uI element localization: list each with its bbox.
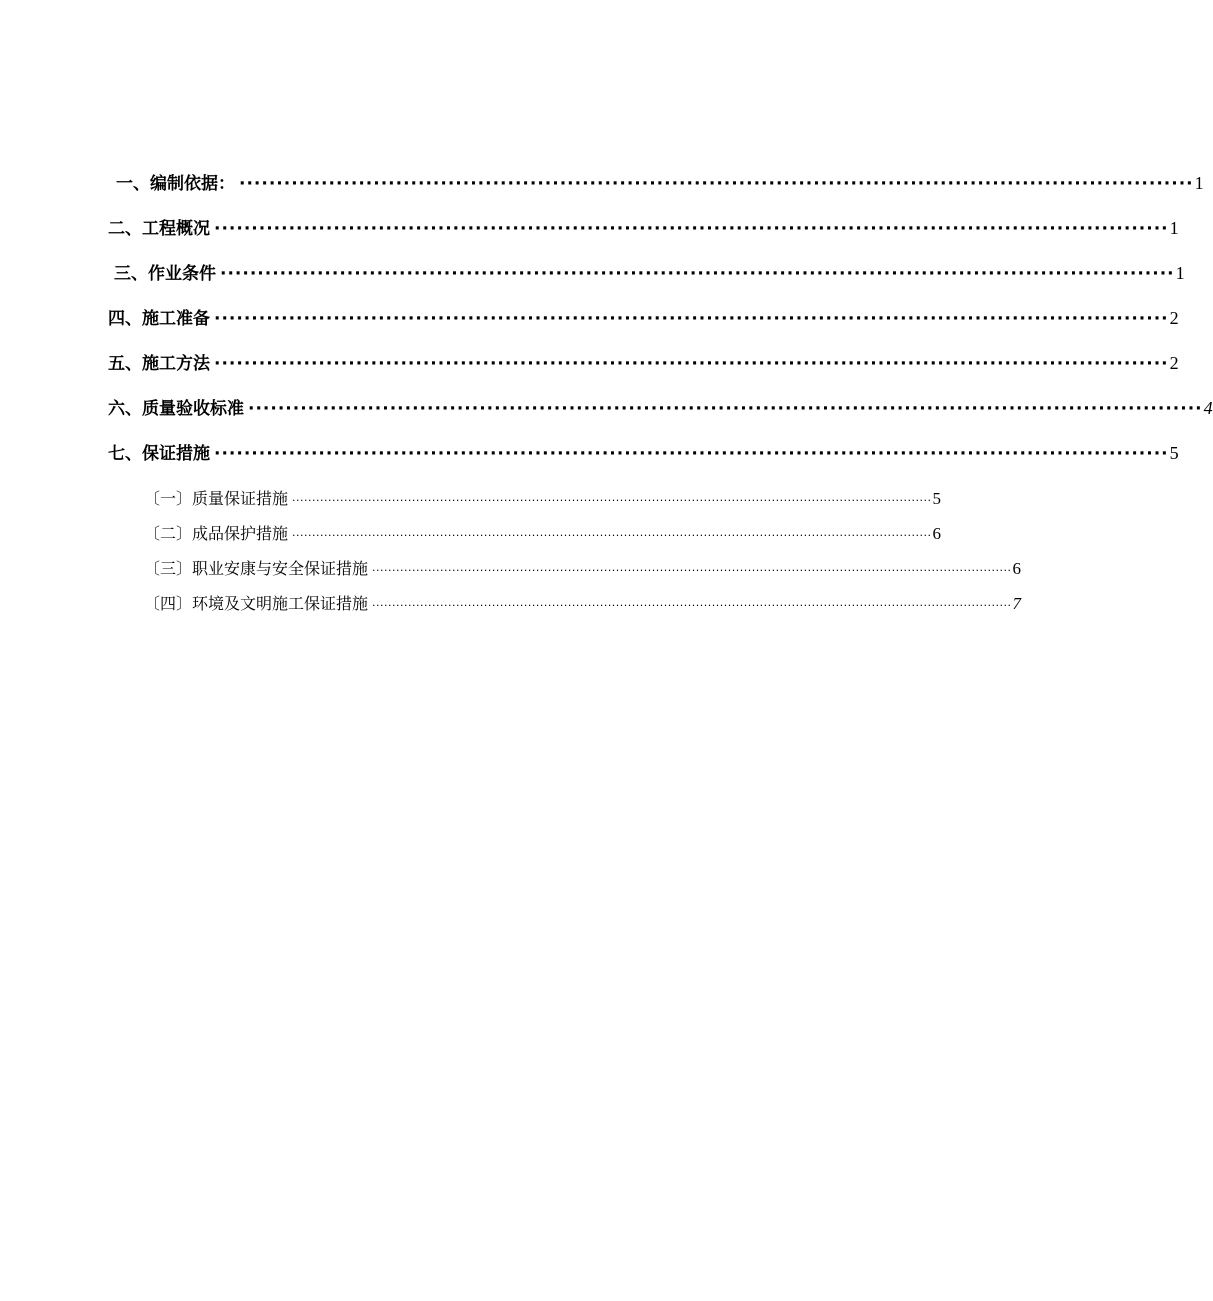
toc-entry-label: 一、编制依据： — [116, 174, 235, 194]
toc-entry-label: 六、质量验收标准 — [108, 399, 244, 419]
dot-leader: ································································································································································ — [292, 494, 932, 507]
toc-page-number: 6 — [932, 524, 941, 543]
toc-entry-5[interactable] — [108, 349, 1179, 374]
toc-entry-2[interactable] — [108, 214, 1179, 239]
dot-leader: ································································································································ — [220, 264, 1175, 284]
dot-leader: ································································································································································ — [372, 564, 1012, 577]
dot-leader: ································································································································································ — [292, 529, 932, 542]
dot-leader: ································································································································ — [214, 444, 1169, 464]
toc-entry-label: 〔四〕环境及文明施工保证措施 — [144, 594, 369, 613]
toc-entry-label: 〔二〕成品保护措施 — [144, 524, 289, 543]
toc-subentry-3[interactable] — [144, 556, 1021, 578]
toc-page-number: 1 — [1169, 218, 1179, 238]
toc-page-number: 2 — [1169, 308, 1179, 328]
toc-page-number: 7 — [1012, 594, 1021, 613]
toc-page-number: 4 — [1203, 398, 1213, 418]
toc-page-number: 1 — [1175, 263, 1185, 283]
dot-leader: ································································································································································ — [372, 599, 1012, 612]
dot-leader: ································································································································ — [214, 354, 1169, 374]
toc-page-number: 5 — [932, 489, 941, 508]
toc-subentry-2[interactable] — [144, 521, 941, 543]
toc-entry-label: 五、施工方法 — [108, 354, 210, 374]
toc-entry-label: 七、保证措施 — [108, 444, 210, 464]
toc-entry-label: 〔三〕职业安康与安全保证措施 — [144, 559, 369, 578]
toc-entry-6[interactable] — [108, 394, 1213, 419]
toc-page-number: 6 — [1012, 559, 1021, 578]
toc-entry-label: 三、作业条件 — [114, 264, 216, 284]
dot-leader: ································································································································ — [239, 174, 1194, 194]
dot-leader: ································································································································ — [248, 399, 1203, 419]
toc-page-number: 5 — [1169, 443, 1179, 463]
dot-leader: ································································································································ — [214, 309, 1169, 329]
toc-entry-label: 〔一〕质量保证措施 — [144, 489, 289, 508]
toc-entry-1[interactable] — [116, 169, 1204, 194]
dot-leader: ································································································································ — [214, 219, 1169, 239]
toc-subentry-4[interactable] — [144, 591, 1021, 613]
toc-entry-3[interactable] — [114, 259, 1185, 284]
toc-page-number: 1 — [1194, 173, 1204, 193]
toc-page-number: 2 — [1169, 353, 1179, 373]
toc-entry-7[interactable] — [108, 439, 1179, 464]
toc-entry-label: 二、工程概况 — [108, 219, 210, 239]
toc-subentry-1[interactable] — [144, 486, 941, 508]
toc-entry-label: 四、施工准备 — [108, 309, 210, 329]
toc-entry-4[interactable] — [108, 304, 1179, 329]
